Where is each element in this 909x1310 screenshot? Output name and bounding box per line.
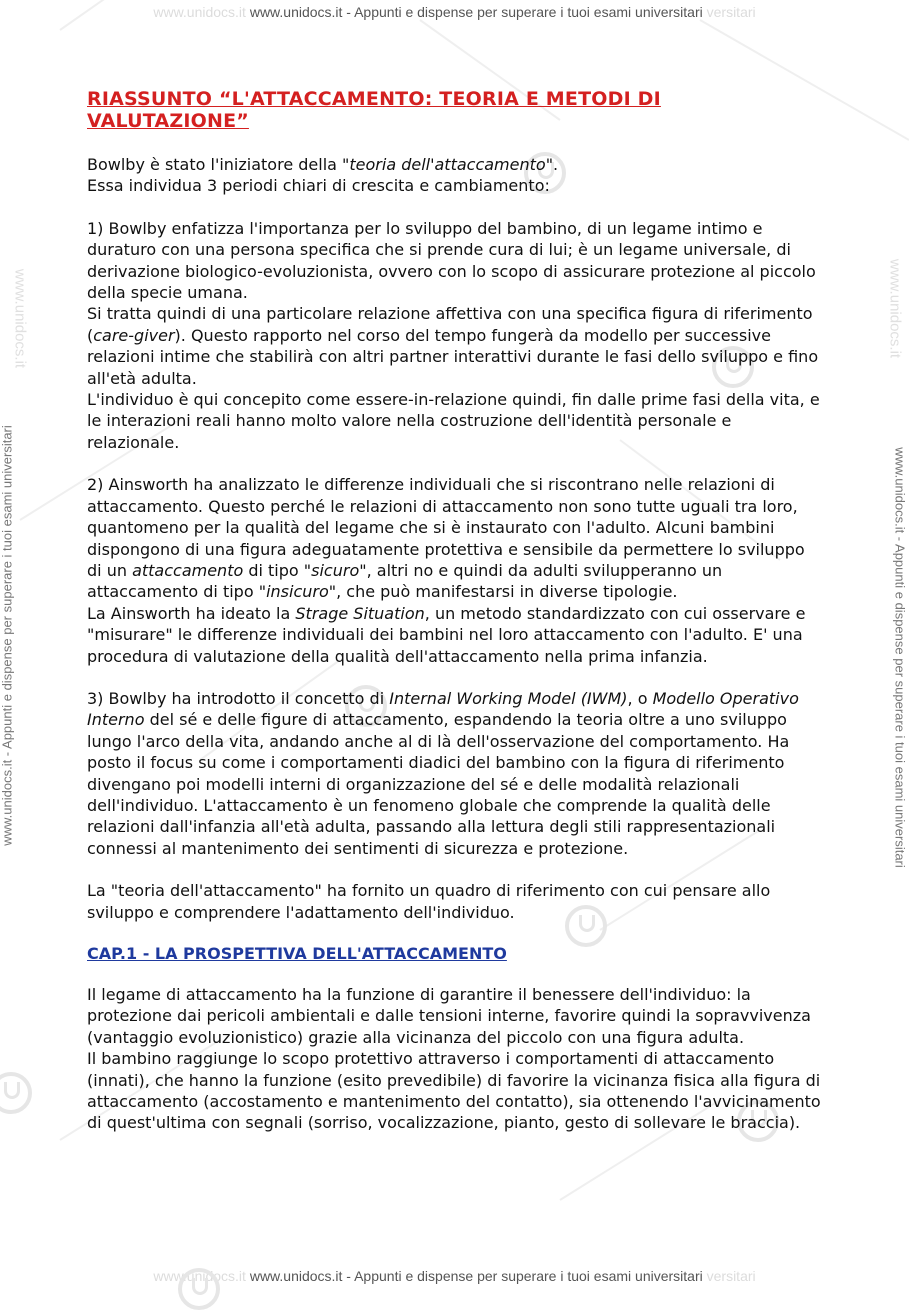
watermark-right: www.unidocs.it - Appunti e dispense per superare i tuoi esami universitari [892, 447, 908, 868]
watermark-bottom-ghost: versitari [706, 1268, 756, 1284]
paragraph-2-c: ", altri no e quindi da adulti svilupperanno un attaccamento di tipo " [87, 560, 723, 602]
paragraph-2-e: La Ainsworth ha ideato la [87, 603, 296, 623]
paragraph-2-b: di tipo " [243, 560, 312, 580]
intro-text-end: ". [545, 155, 559, 174]
watermark-bottom-site-ghost: www.unidocs.it [153, 1268, 246, 1284]
paragraph-5 [87, 984, 822, 1134]
chapter-heading: CAP.1 - LA PROSPETTIVA DELL'ATTACCAMENTO [87, 944, 507, 963]
paragraph-2-f: , un metodo standardizzato con cui osservare e "misurare" le differenze individuali dei bambini nel loro attaccamento con l'adulto. E' una procedura di valutazione della qualità dell'attaccamento nella prima infanzia. [87, 603, 806, 666]
paragraph-1-b: Si tratta quindi di una particolare relazione affettiva con una specifica figura di riferimento ( [87, 304, 813, 345]
watermark-top-text: www.unidocs.it - Appunti e dispense per superare i tuoi esami universitari [249, 4, 703, 20]
paragraph-4: La "teoria dell'attaccamento" ha fornito un quadro di riferimento con cui pensare allo sviluppo e comprendere l'adattamento dell'individuo. [87, 881, 771, 922]
paragraph-3-emphasis-1: Internal Working Model (IWM) [389, 688, 628, 708]
watermark-right-ghost: www.unidocs.it [886, 258, 904, 359]
intro-emphasis: teoria dell'attaccamento [349, 155, 546, 174]
paragraph-2-emphasis-4: Strage Situation [295, 603, 425, 623]
paragraph-2-emphasis-2: sicuro [311, 560, 360, 580]
intro-second-line: Essa individua 3 periodi chiari di crescita e cambiamento: [87, 176, 550, 196]
paragraph-1-c: ). Questo rapporto nel corso del tempo fungerà da modello per successive relazioni intime che stabilirà con altri partner interattivi durante le fasi dello sviluppo e fino all'età adulta. [87, 325, 819, 388]
watermark-left: www.unidocs.it - Appunti e dispense per superare i tuoi esami universitari [0, 425, 15, 846]
paragraph-3-emphasis-2: Modello Operativo Interno [87, 688, 799, 730]
paragraph-2-emphasis-1: attaccamento [132, 560, 244, 580]
intro-text: Bowlby è stato l'iniziatore della " [87, 155, 350, 174]
paragraph-3-a: 3) Bowlby ha introdotto il concetto di [87, 688, 390, 708]
document-title: RIASSUNTO “L'ATTACCAMENTO: TEORIA E METODI DI VALUTAZIONE” [87, 88, 661, 132]
paragraph-5-b: Il bambino raggiunge lo scopo protettivo attraverso i comportamenti di attaccamento (innati), che hanno la funzione (esito prevedibile) di favorire la vicinanza fisica alla figura di attaccamento (accostamento e mantenimento del contatto), sia ottenendo l'avvicinamento di quest'ultima con segnali (sorriso, vocalizzazione, pianto, gesto di sollevare le braccia). [87, 1049, 821, 1133]
watermark-bottom [0, 1268, 909, 1284]
watermark-logo-icon [0, 1072, 32, 1114]
paragraph-1 [87, 218, 822, 453]
paragraph-2-d: ", che può manifestarsi in diverse tipologie. [328, 582, 678, 602]
watermark-top-ghost: versitari [706, 4, 756, 20]
document-body [87, 88, 822, 1155]
paragraph-3-c: del sé e delle figure di attaccamento, espandendo la teoria oltre a uno sviluppo lungo l'arco della vita, andando anche al di là dell'osservazione del comportamento. Ha posto il focus su come i comportamenti diadici del bambino con la figura di riferimento divengano poi modelli interni di organizzazione del sé e delle modalità relazionali dell'individuo. L'attaccamento è un fenomeno globale che comprende la qualità delle relazioni dall'infanzia all'età adulta, passando alla lettura degli stili rappresentazionali connessi al mantenimento dei sentimenti di sicurezza e protezione. [87, 710, 790, 858]
paragraph-2 [87, 474, 822, 667]
paragraph-5-a: Il legame di attaccamento ha la funzione di garantire il benessere dell'individuo: la protezione dai pericoli ambientali e dalle tensioni interne, favorire quindi la sopravvivenza (vantaggio evoluzionistico) grazie alla vicinanza del piccolo con una figura adulta. [87, 985, 811, 1047]
watermark-top [0, 4, 909, 20]
paragraph-3 [87, 688, 822, 859]
watermark-logo-icon [178, 1268, 220, 1310]
paragraph-1-emphasis: care-giver [93, 325, 175, 345]
watermark-bottom-text: www.unidocs.it - Appunti e dispense per superare i tuoi esami universitari [249, 1268, 703, 1284]
paragraph-3-b: , o [627, 688, 653, 708]
paragraph-2-a: 2) Ainsworth ha analizzato le differenze individuali che si riscontrano nelle relazioni di attaccamento. Questo perché le relazioni di attaccamento non sono tutte uguali tra loro, quantomeno per la qualità del legame che si è instaurato con l'adulto. Alcuni bambini dispongono di una figura adeguatamente protettiva e sensibile da permettere lo sviluppo di un [87, 475, 805, 580]
watermark-site-ghost: www.unidocs.it [153, 4, 246, 20]
paragraph-1-d: L'individuo è qui concepito come essere-in-relazione quindi, fin dalle prime fasi della vita, e le interazioni reali hanno molto valore nella costruzione dell'identità personale e relazionale. [87, 390, 820, 452]
intro-paragraph [87, 154, 822, 197]
paragraph-2-emphasis-3: insicuro [266, 582, 329, 602]
paragraph-1-a: 1) Bowlby enfatizza l'importanza per lo sviluppo del bambino, di un legame intimo e duraturo con una persona specifica che si prende cura di lui; è un legame universale, di derivazione biologico-evoluzionista, ovvero con lo scopo di assicurare protezione al piccolo della specie umana. [87, 218, 816, 303]
watermark-left-ghost: www.unidocs.it [11, 268, 29, 369]
